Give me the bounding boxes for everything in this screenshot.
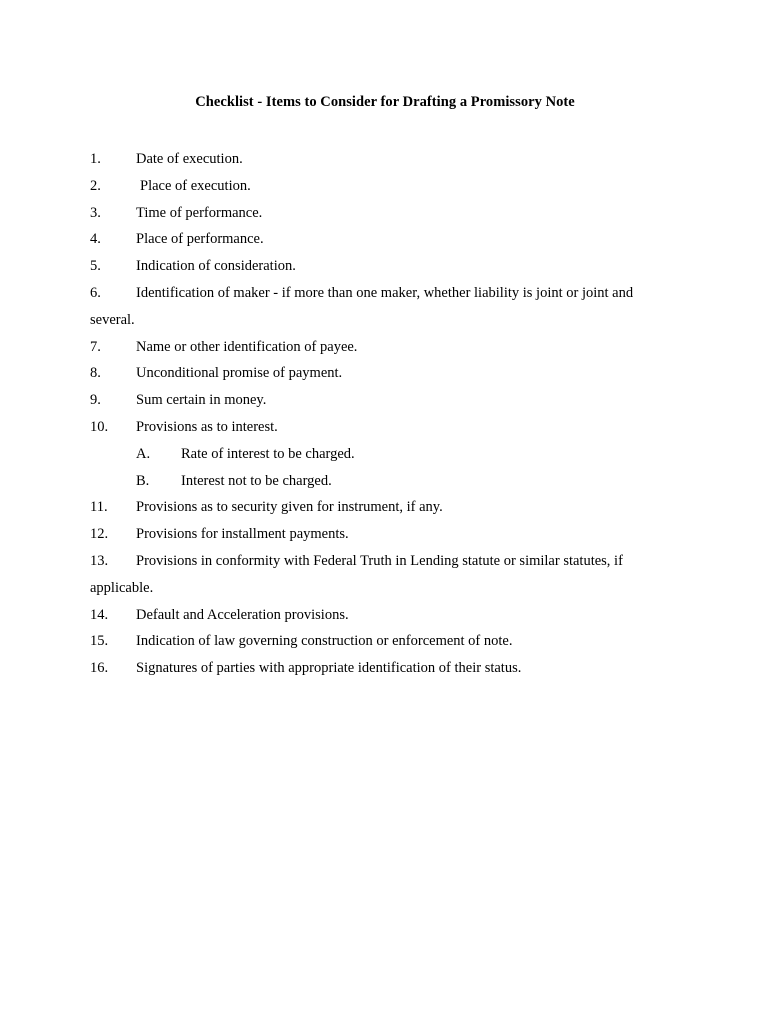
item-text: Provisions in conformity with Federal Truth in Lending statute or similar statutes, if (136, 552, 623, 569)
item-text: Interest not to be charged. (181, 472, 332, 489)
item-number: 16. (90, 660, 109, 677)
item-number: 9. (90, 392, 101, 409)
item-text: Signatures of parties with appropriate identification of their status. (136, 660, 522, 677)
item-number: 1. (90, 151, 101, 167)
item-text: Rate of interest to be charged. (181, 445, 355, 462)
list-item-6-continuation (90, 307, 690, 334)
item-number: 8. (90, 365, 101, 382)
list-item-3 (90, 200, 690, 227)
item-number: 12. (90, 526, 109, 543)
list-item-11 (90, 494, 690, 521)
item-text: Sum certain in money. (136, 392, 267, 409)
item-text-continuation: applicable. (90, 579, 154, 596)
checklist (90, 146, 690, 682)
item-text: Provisions for installment payments. (136, 526, 349, 543)
list-item-6 (90, 280, 690, 307)
list-item-9 (90, 387, 690, 414)
item-text: Place of execution. (140, 177, 251, 194)
item-number: 7. (90, 338, 101, 355)
item-text: Name or other identification of payee. (136, 338, 358, 355)
item-text: Indication of law governing construction or enforcement of note. (136, 633, 513, 650)
list-item-13-continuation (90, 575, 690, 602)
item-number: 10. (90, 418, 109, 435)
list-item-4 (90, 226, 690, 253)
item-number: 5. (90, 258, 101, 275)
list-item-8 (90, 360, 690, 387)
item-number: 15. (90, 633, 109, 650)
item-text: Identification of maker - if more than one maker, whether liability is joint or joint and (136, 284, 634, 301)
list-item-15 (90, 628, 690, 655)
item-text-continuation: several. (90, 311, 135, 328)
list-item-2 (90, 173, 690, 200)
list-item-14 (90, 602, 690, 629)
item-text: Indication of consideration. (136, 258, 296, 275)
item-text: Unconditional promise of payment. (136, 365, 343, 382)
item-number: 6. (90, 284, 101, 301)
item-number: 13. (90, 552, 109, 569)
list-item-7 (90, 334, 690, 361)
list-item-5 (90, 253, 690, 280)
list-item-12 (90, 521, 690, 548)
item-text: Provisions as to security given for instrument, if any. (136, 499, 443, 516)
sub-item-b (90, 468, 690, 495)
list-item-1 (90, 146, 690, 173)
item-number: 14. (90, 606, 109, 623)
sub-item-a (90, 441, 690, 468)
document-title: Checklist - Items to Consider for Drafting a Promissory Note (195, 94, 575, 110)
item-number: 3. (90, 204, 101, 221)
list-item-10 (90, 414, 690, 441)
item-text: Time of performance. (136, 204, 263, 221)
item-letter: A. (136, 445, 151, 462)
item-number: 4. (90, 231, 101, 248)
item-text: Default and Acceleration provisions. (136, 606, 349, 623)
item-text: Provisions as to interest. (136, 418, 278, 435)
list-item-16 (90, 655, 690, 682)
item-text: Place of performance. (136, 231, 264, 248)
list-item-13 (90, 548, 690, 575)
item-number: 11. (90, 499, 108, 516)
item-number: 2. (90, 177, 101, 194)
item-text: Date of execution. (136, 151, 243, 167)
item-letter: B. (136, 472, 150, 489)
